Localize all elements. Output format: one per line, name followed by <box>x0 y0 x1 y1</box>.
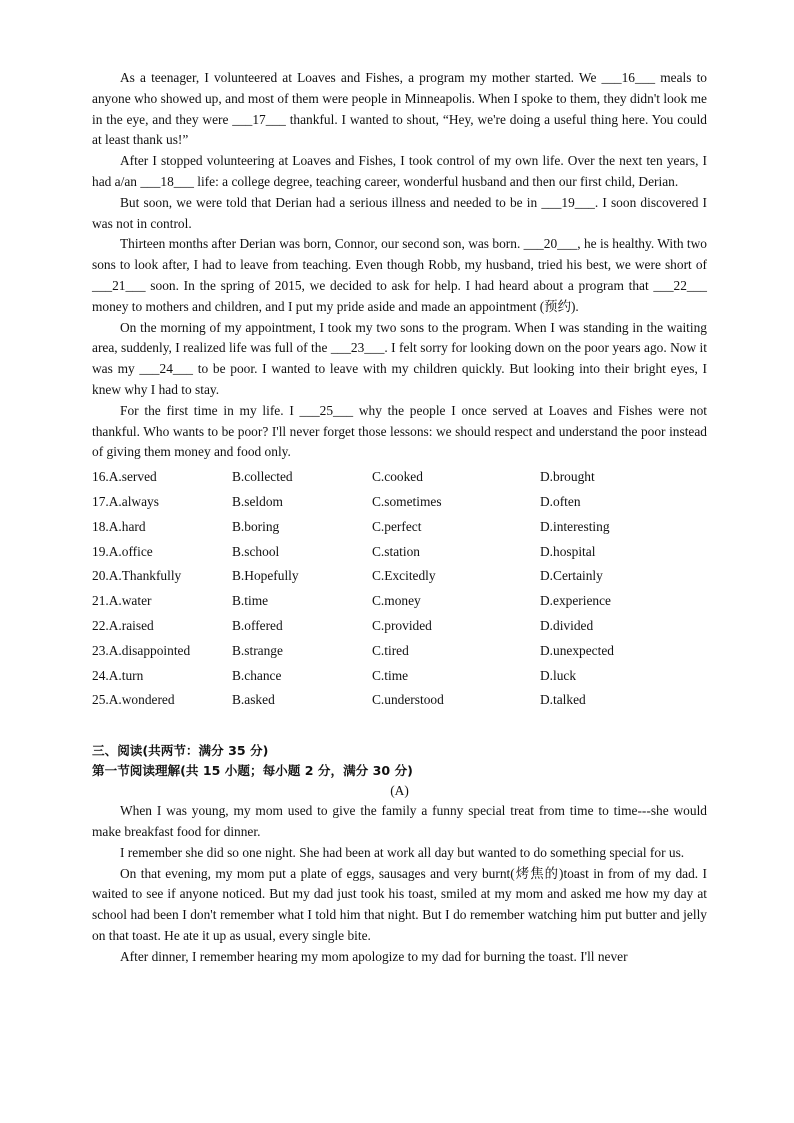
option-c: C.tired <box>372 642 409 658</box>
cloze-passage <box>92 68 707 463</box>
option-a: 24.A.turn <box>92 667 144 683</box>
paragraph: As a teenager, I volunteered at Loaves and Fishes, a program my mother started. We ___16___ meals to anyone who showed up, and most of them were people in Minneapolis. When I spoke to them, they didn't look me in the eye, and they were ___17___ thankful. I wanted to shout, “Hey, we're doing a useful thing here. You could at least thank us!” <box>92 70 707 148</box>
option-b: B.offered <box>232 617 283 633</box>
option-d: D.unexpected <box>540 642 614 658</box>
option-c: C.Excitedly <box>372 568 436 584</box>
option-row <box>92 515 707 540</box>
option-row <box>92 540 707 565</box>
paragraph: On the morning of my appointment, I took my two sons to the program. When I was standing in the waiting area, suddenly, I realized life was full of the ___23___. I felt sorry for looking down on the poor years ago. Now it was my ___24___ to be poor. I wanted to leave with my children quickly. But looking into their bright eyes, I knew why I had to stay. <box>92 319 707 397</box>
option-a: 21.A.water <box>92 593 152 609</box>
option-d: D.interesting <box>540 518 610 534</box>
option-c: C.time <box>372 667 409 683</box>
option-d: D.luck <box>540 667 577 683</box>
option-a: 17.A.always <box>92 493 159 509</box>
option-b: B.asked <box>232 692 275 708</box>
option-row <box>92 664 707 689</box>
document-page <box>92 68 707 967</box>
option-c: C.perfect <box>372 518 422 534</box>
option-b: B.school <box>232 543 280 559</box>
option-b: B.seldom <box>232 493 283 509</box>
option-a: 22.A.raised <box>92 617 154 633</box>
option-b: B.strange <box>232 642 283 658</box>
paragraph: But soon, we were told that Derian had a serious illness and needed to be in ___19___. I soon discovered I was not in control. <box>92 194 707 231</box>
paragraph: After dinner, I remember hearing my mom apologize to my dad for burning the toast. I'll never <box>120 948 628 964</box>
option-row <box>92 589 707 614</box>
section-title: 三、阅读(共两节：满分 35 分) <box>92 743 269 759</box>
option-row <box>92 465 707 490</box>
option-c: C.station <box>372 543 420 559</box>
option-a: 18.A.hard <box>92 518 146 534</box>
subsection-title: 第一节阅读理解(共 15 小题；每小题 2 分，满分 30 分) <box>92 763 413 779</box>
answer-options <box>92 465 707 713</box>
option-d: D.brought <box>540 469 595 485</box>
option-b: B.collected <box>232 469 293 485</box>
option-d: D.experience <box>540 593 612 609</box>
option-c: C.cooked <box>372 469 423 485</box>
option-c: C.money <box>372 593 421 609</box>
option-b: B.Hopefully <box>232 568 299 584</box>
option-row <box>92 564 707 589</box>
paragraph: For the first time in my life. I ___25___ why the people I once served at Loaves and Fishes were not thankful. Who wants to be poor? I'll never forget those lessons: we should respect and understand the poor instead of giving them money and food only. <box>92 402 707 460</box>
option-c: C.provided <box>372 617 432 633</box>
option-d: D.Certainly <box>540 568 603 584</box>
option-d: D.hospital <box>540 543 596 559</box>
option-a: 16.A.served <box>92 469 157 485</box>
paragraph: On that evening, my mom put a plate of eggs, sausages and very burnt(烤焦的)toast in from of my dad. I waited to see if anyone noticed. But my dad just took his toast, smiled at my mom and asked me how my day at school had been I don't remember what I told him that night. But I do remember watching him put butter and jelly on that toast. He ate it up as usual, every single bite. <box>92 865 707 943</box>
paragraph: When I was young, my mom used to give the family a funny special treat from time to time---she would make breakfast food for dinner. <box>92 803 707 839</box>
option-a: 25.A.wondered <box>92 692 175 708</box>
paragraph: I remember she did so one night. She had been at work all day but wanted to do something special for us. <box>120 844 685 860</box>
option-a: 20.A.Thankfully <box>92 568 182 584</box>
option-b: B.boring <box>232 518 280 534</box>
paragraph: Thirteen months after Derian was born, Connor, our second son, was born. ___20___, he is healthy. With two sons to look after, I had to leave from teaching. Even though Robb, my husband, tried his best, we were short of ___21___ soon. In the spring of 2015, we decided to ask for help. I had heard about a program that ___22___ money to mothers and children, and I put my pride aside and made an appointment (预约). <box>92 236 707 314</box>
option-row <box>92 490 707 515</box>
option-row <box>92 614 707 639</box>
option-row <box>92 639 707 664</box>
option-c: C.understood <box>372 692 444 708</box>
option-b: B.chance <box>232 667 282 683</box>
option-b: B.time <box>232 593 269 609</box>
option-d: D.talked <box>540 692 586 708</box>
option-a: 23.A.disappointed <box>92 642 191 658</box>
passage-label: (A) <box>390 783 409 799</box>
option-a: 19.A.office <box>92 543 153 559</box>
option-d: D.often <box>540 493 581 509</box>
option-d: D.divided <box>540 617 594 633</box>
option-row <box>92 688 707 713</box>
paragraph: After I stopped volunteering at Loaves and Fishes, I took control of my own life. Over the next ten years, I had a/an ___18___ life: a college degree, teaching career, wonderful husband and then our first child, Derian. <box>92 153 707 189</box>
option-c: C.sometimes <box>372 493 442 509</box>
reading-passage-a <box>92 801 707 967</box>
